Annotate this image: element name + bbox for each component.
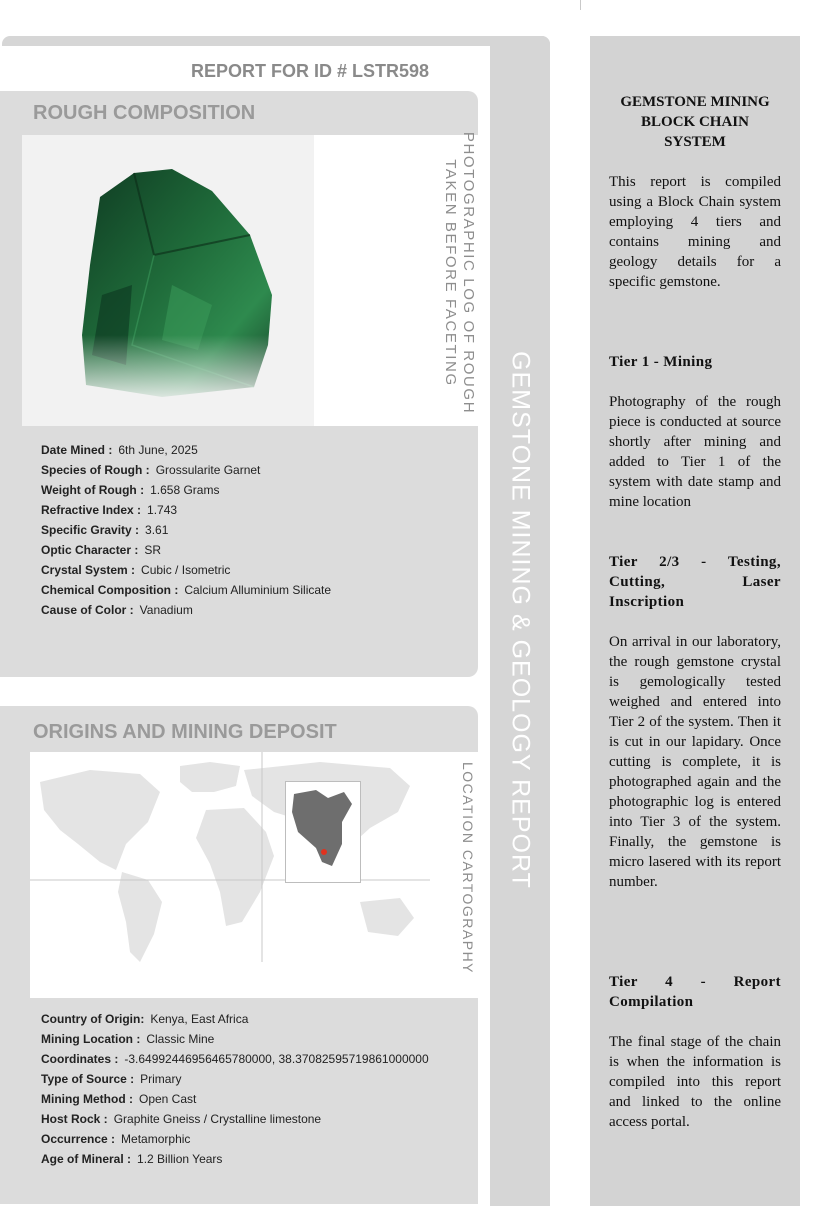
tier23-heading: Tier 2/3 - Testing, Cutting, Laser Inscription xyxy=(609,554,781,610)
field-species: Species of Rough : Grossularite Garnet xyxy=(41,463,261,477)
field-crystal-system: Crystal System : Cubic / Isometric xyxy=(41,563,231,577)
rough-photo-area xyxy=(22,131,478,426)
report-frame-top xyxy=(2,36,550,46)
tier1-body: Photography of the rough piece is conducted at source shortly after mining and added to Tier 1 of the system with date stamp and mine location xyxy=(609,394,781,510)
rough-composition-panel xyxy=(0,91,478,677)
field-optic-character: Optic Character : SR xyxy=(41,543,162,557)
tier1-heading: Tier 1 - Mining xyxy=(609,354,713,370)
world-map xyxy=(30,752,430,998)
blockchain-title: GEMSTONE MINING BLOCK CHAIN SYSTEM xyxy=(620,94,770,150)
field-country-of-origin: Country of Origin: Kenya, East Africa xyxy=(41,1012,249,1026)
report-vertical-title: GEMSTONE MINING & GEOLOGY REPORT xyxy=(506,351,535,889)
field-weight: Weight of Rough : 1.658 Grams xyxy=(41,483,220,497)
field-mining-method: Mining Method : Open Cast xyxy=(41,1092,197,1106)
tier23-body: On arrival in our laboratory, the rough gemstone crystal is gemologically tested weighed and entered into Tier 2 of the system. Then it is cut in our lapidary. Once cutting is complete, it is photographed again and the photographic log is entered into Tier 3 of the system. Finally, the gemstone is micro lasered with its report number. xyxy=(609,634,781,890)
tier4-body: The final stage of the chain is when the information is compiled into this report and linked to the online access portal. xyxy=(609,1034,781,1130)
blockchain-info-column xyxy=(590,36,800,1206)
page-divider-tick xyxy=(580,0,581,10)
photo-caption xyxy=(441,132,477,414)
field-specific-gravity: Specific Gravity : 3.61 xyxy=(41,523,169,537)
rough-gemstone-photo xyxy=(22,135,314,426)
rough-composition-title: ROUGH COMPOSITION xyxy=(33,102,256,124)
field-refractive-index: Refractive Index : 1.743 xyxy=(41,503,178,517)
world-map-area xyxy=(30,752,478,998)
field-coordinates: Coordinates : -3.64992446956465780000, 38.37082595719861000000 xyxy=(41,1052,429,1066)
tier4-heading: Tier 4 - Report Compilation xyxy=(609,974,781,1010)
field-type-of-source: Type of Source : Primary xyxy=(41,1072,182,1086)
map-caption: LOCATION CARTOGRAPHY xyxy=(460,761,476,975)
blockchain-intro: This report is compiled using a Block Chain system employing 4 tiers and contains mining and geology details for a specific gemstone. xyxy=(609,174,781,290)
field-date-mined: Date Mined : 6th June, 2025 xyxy=(41,443,198,457)
photo-caption-line-2: TAKEN BEFORE FACETING xyxy=(442,159,459,387)
kenya-inset-map xyxy=(285,781,361,883)
origins-panel xyxy=(0,706,478,1204)
photo-caption-line-1: PHOTOGRAPHIC LOG OF ROUGH xyxy=(460,131,477,415)
field-occurrence: Occurrence : Metamorphic xyxy=(41,1132,191,1146)
field-mining-location: Mining Location : Classic Mine xyxy=(41,1032,215,1046)
field-chemical-composition: Chemical Composition : Calcium Alluminium Silicate xyxy=(41,583,332,597)
field-age-of-mineral: Age of Mineral : 1.2 Billion Years xyxy=(41,1152,223,1166)
field-host-rock: Host Rock : Graphite Gneiss / Crystalline limestone xyxy=(41,1112,322,1126)
field-cause-of-color: Cause of Color : Vanadium xyxy=(41,603,193,617)
origins-title: ORIGINS AND MINING DEPOSIT xyxy=(33,721,337,743)
report-id-heading: REPORT FOR ID # LSTR598 xyxy=(191,61,430,81)
